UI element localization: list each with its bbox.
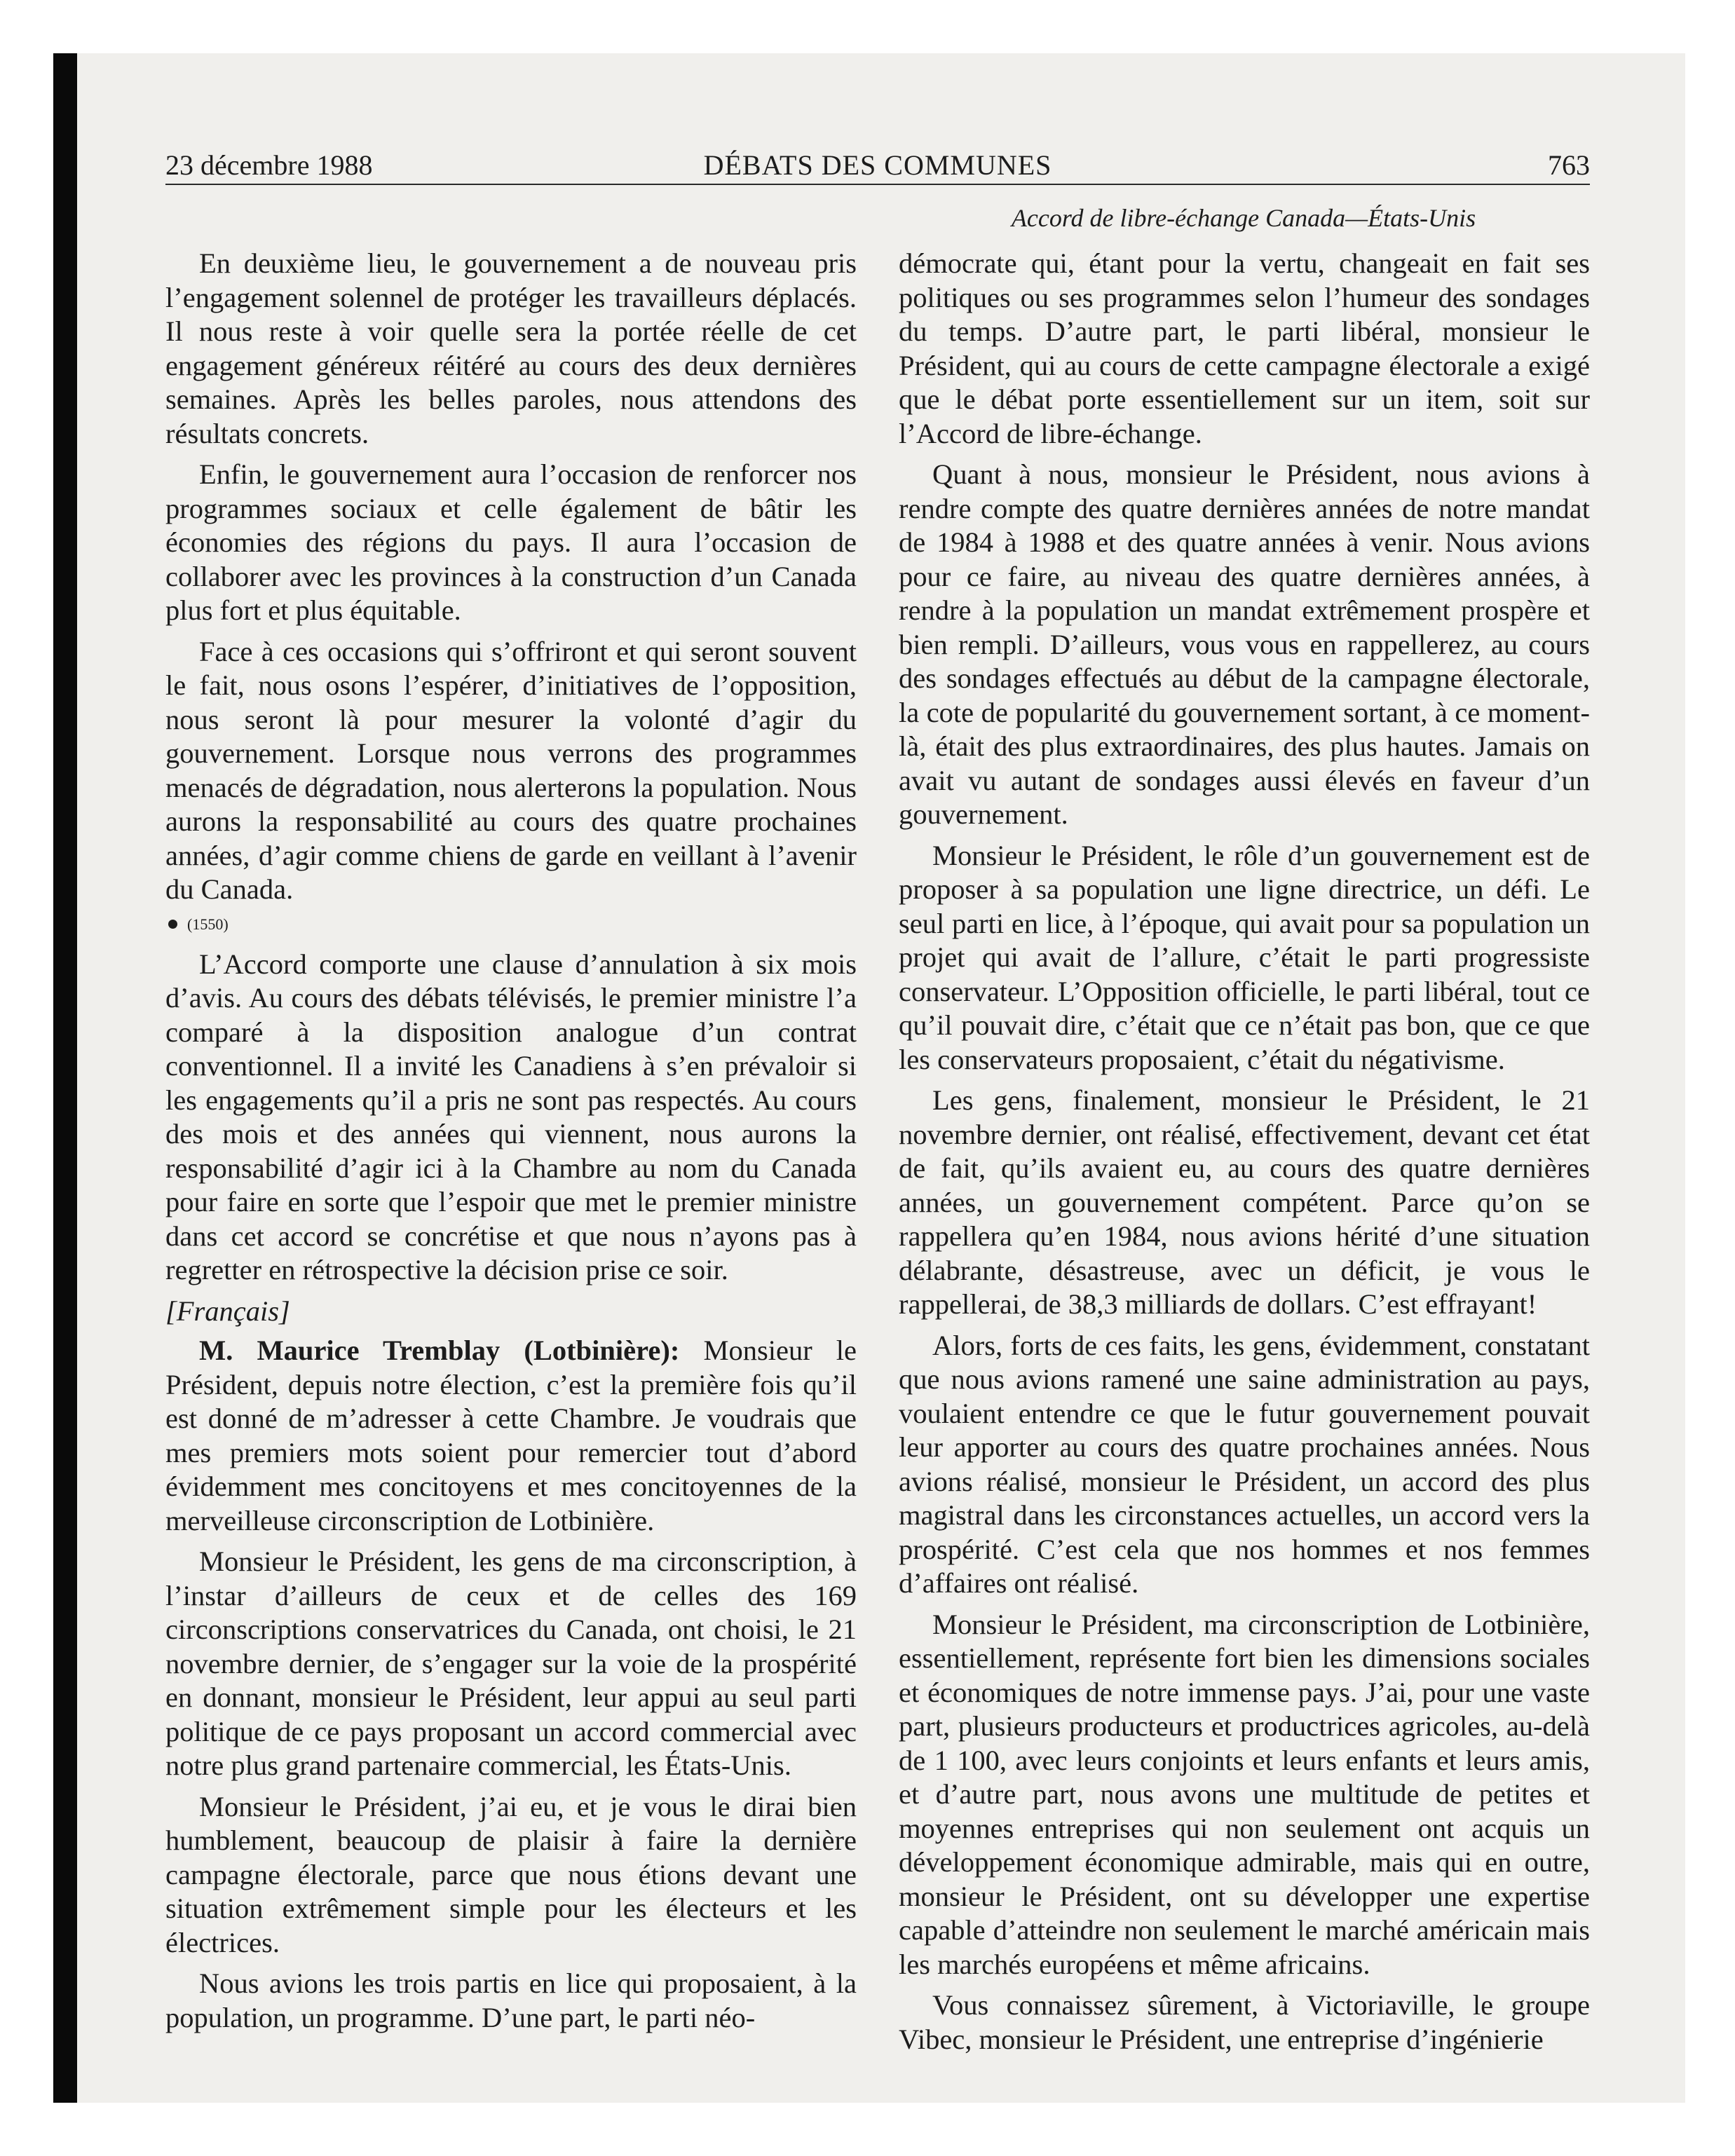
bullet-dot-icon	[168, 920, 177, 929]
paragraph: Enfin, le gouvernement aura l’occasion de renforcer nos programmes sociaux et celle également de bâtir les économies des régions du pays. Il aura l’occasion de collaborer avec les provinces à la construction d’un Canada plus fort et plus équitable.	[165, 458, 857, 626]
right-column	[899, 247, 1590, 2063]
paragraph: Monsieur le Président, ma circonscription de Lotbinière, essentiellement, représente fort bien les dimensions sociales et économiques de notre immense pays. J’ai, pour une vaste part, plusieurs producteurs et productrices agricoles, au-delà de 1 100, avec leurs conjoints et leurs enfants et leurs amis, et d’autre part, nous avons une multitude de petites et moyennes entreprises qui non seulement ont acquis un développement économique admirable, mais qui en outre, monsieur le Président, ont su développer une expertise capable d’atteindre non seulement le marché américain mais les marchés européens et même africains.	[899, 1608, 1590, 1980]
scan-binding-edge	[53, 53, 77, 2103]
paragraph: Quant à nous, monsieur le Président, nous avions à rendre compte des quatre dernières années de notre mandat de 1984 à 1988 et des quatre années à venir. Nous avions pour ce faire, au niveau des quatre dernières années, à rendre à la population un mandat extrêmement prospère et bien rempli. D’ailleurs, vous vous en rappellerez, au cours des sondages effectués au début de la campagne électorale, la cote de popularité du gouvernement sortant, à ce moment-là, était des plus extraordinaires, des plus hautes. Jamais on avait vu autant de sondages aussi élevés en faveur d’un gouvernement.	[899, 458, 1590, 830]
paragraph: L’Accord comporte une clause d’annulation à six mois d’avis. Au cours des débats télévisés, le premier ministre l’a comparé à la disposition analogue d’un contrat conventionnel. Il a invité les Canadiens à s’en prévaloir si les engagements qu’il a pris ne sont pas respectés. Au cours des mois et des années qui viennent, nous aurons la responsabilité d’agir ici à la Chambre au nom du Canada pour faire en sorte que l’espoir que met le premier ministre dans cet accord se concrétise et que nous n’ayons pas à regretter en rétrospective la décision prise ce soir.	[165, 948, 857, 1285]
paragraph: Monsieur le Président, le rôle d’un gouvernement est de proposer à sa population une ligne directrice, un défi. Le seul parti en lice, à l’époque, qui avait pour sa population un projet qui avait de l’allure, c’était le parti progressiste conservateur. L’Opposition officielle, le parti libéral, tout ce qu’il pouvait dire, c’était que ce n’était pas bon, que ce que les conservateurs proposaient, c’était du négativisme.	[899, 839, 1590, 1075]
speaker-name: M. Maurice Tremblay (Lotbinière):	[199, 1335, 680, 1366]
running-head: Accord de libre-échange Canada—États-Unis	[1011, 204, 1476, 232]
time-marker	[168, 914, 857, 935]
paragraph: Alors, forts de ces faits, les gens, évidemment, constatant que nous avions ramené une saine administration au pays, voulaient entendre ce que le futur gouvernement pouvait leur apporter au cours des quatre prochaines années. Nous avions réalisé, monsieur le Président, un accord des plus magistral dans les circonstances actuelles, un accord vers la prospérité. C’est cela que nos hommes et nos femmes d’affaires ont réalisé.	[899, 1329, 1590, 1599]
header-title: DÉBATS DES COMMUNES	[703, 149, 1052, 181]
time-marker-label: (1550)	[187, 915, 229, 933]
paragraph: Face à ces occasions qui s’offriront et qui seront souvent le fait, nous osons l’espérer, d’initiatives de l’opposition, nous seront là pour mesurer la volonté d’agir du gouvernement. Lorsque nous verrons des programmes menacés de dégradation, nous alerterons la population. Nous aurons la responsabilité au cours des quatre prochaines années, d’agir comme chiens de garde en veillant à l’avenir du Canada.	[165, 635, 857, 905]
left-column	[165, 247, 857, 2042]
paragraph: Vous connaissez sûrement, à Victoriaville, le groupe Vibec, monsieur le Président, une entreprise d’ingénierie	[899, 1989, 1590, 2055]
header-date: 23 décembre 1988	[165, 149, 373, 181]
page-number: 763	[1548, 149, 1590, 181]
paragraph-continued: démocrate qui, étant pour la vertu, changeait en fait ses politiques ou ses programmes selon l’humeur des sondages du temps. D’autre part, le parti libéral, monsieur le Président, qui au cours de cette campagne électorale a exigé que le débat porte essentiellement sur un item, soit sur l’Accord de libre-échange.	[899, 247, 1590, 449]
paragraph: Nous avions les trois partis en lice qui proposaient, à la population, un programme. D’une part, le parti néo-	[165, 1967, 857, 2033]
paragraph: Monsieur le Président, les gens de ma circonscription, à l’instar d’ailleurs de ceux et de celles des 169 circonscriptions conservatrices du Canada, ont choisi, le 21 novembre dernier, de s’engager sur la voie de la prospérité en donnant, monsieur le Président, leur appui au seul parti politique de ce pays proposant un accord commercial avec notre plus grand partenaire commercial, les États-Unis.	[165, 1546, 857, 1781]
speech-text: Monsieur le Président, depuis notre élection, c’est la première fois qu’il est donné de m’adresser à cette Chambre. Je voudrais que mes premiers mots soient pour remercier tout d’abord évidemment mes concitoyens et mes concitoyennes de la merveilleuse circonscription de Lotbinière.	[165, 1335, 857, 1536]
paragraph: Monsieur le Président, j’ai eu, et je vous le dirai bien humblement, beaucoup de plaisir à faire la dernière campagne électorale, parce que nous étions devant une situation extrêmement simple pour les électeurs et les électrices.	[165, 1790, 857, 1958]
language-marker: [Français]	[165, 1295, 290, 1327]
paragraph: En deuxième lieu, le gouvernement a de nouveau pris l’engagement solennel de protéger les travailleurs déplacés. Il nous reste à voir quelle sera la portée réelle de cet engagement généreux réitéré au cours des deux dernières semaines. Après les belles paroles, nous attendons des résultats concrets.	[165, 247, 857, 449]
page-header	[165, 147, 1590, 185]
speaker-paragraph	[165, 1334, 857, 1538]
paragraph: Les gens, finalement, monsieur le Président, le 21 novembre dernier, ont réalisé, effectivement, devant cet état de fait, qu’ils avaient eu, au cours des quatre dernières années, un gouvernement compétent. Parce qu’on se rappellera qu’en 1984, nous avions hérité d’une situation délabrante, désastreuse, avec un déficit, je vous le rappellerai, de 38,3 milliards de dollars. C’est effrayant!	[899, 1084, 1590, 1320]
